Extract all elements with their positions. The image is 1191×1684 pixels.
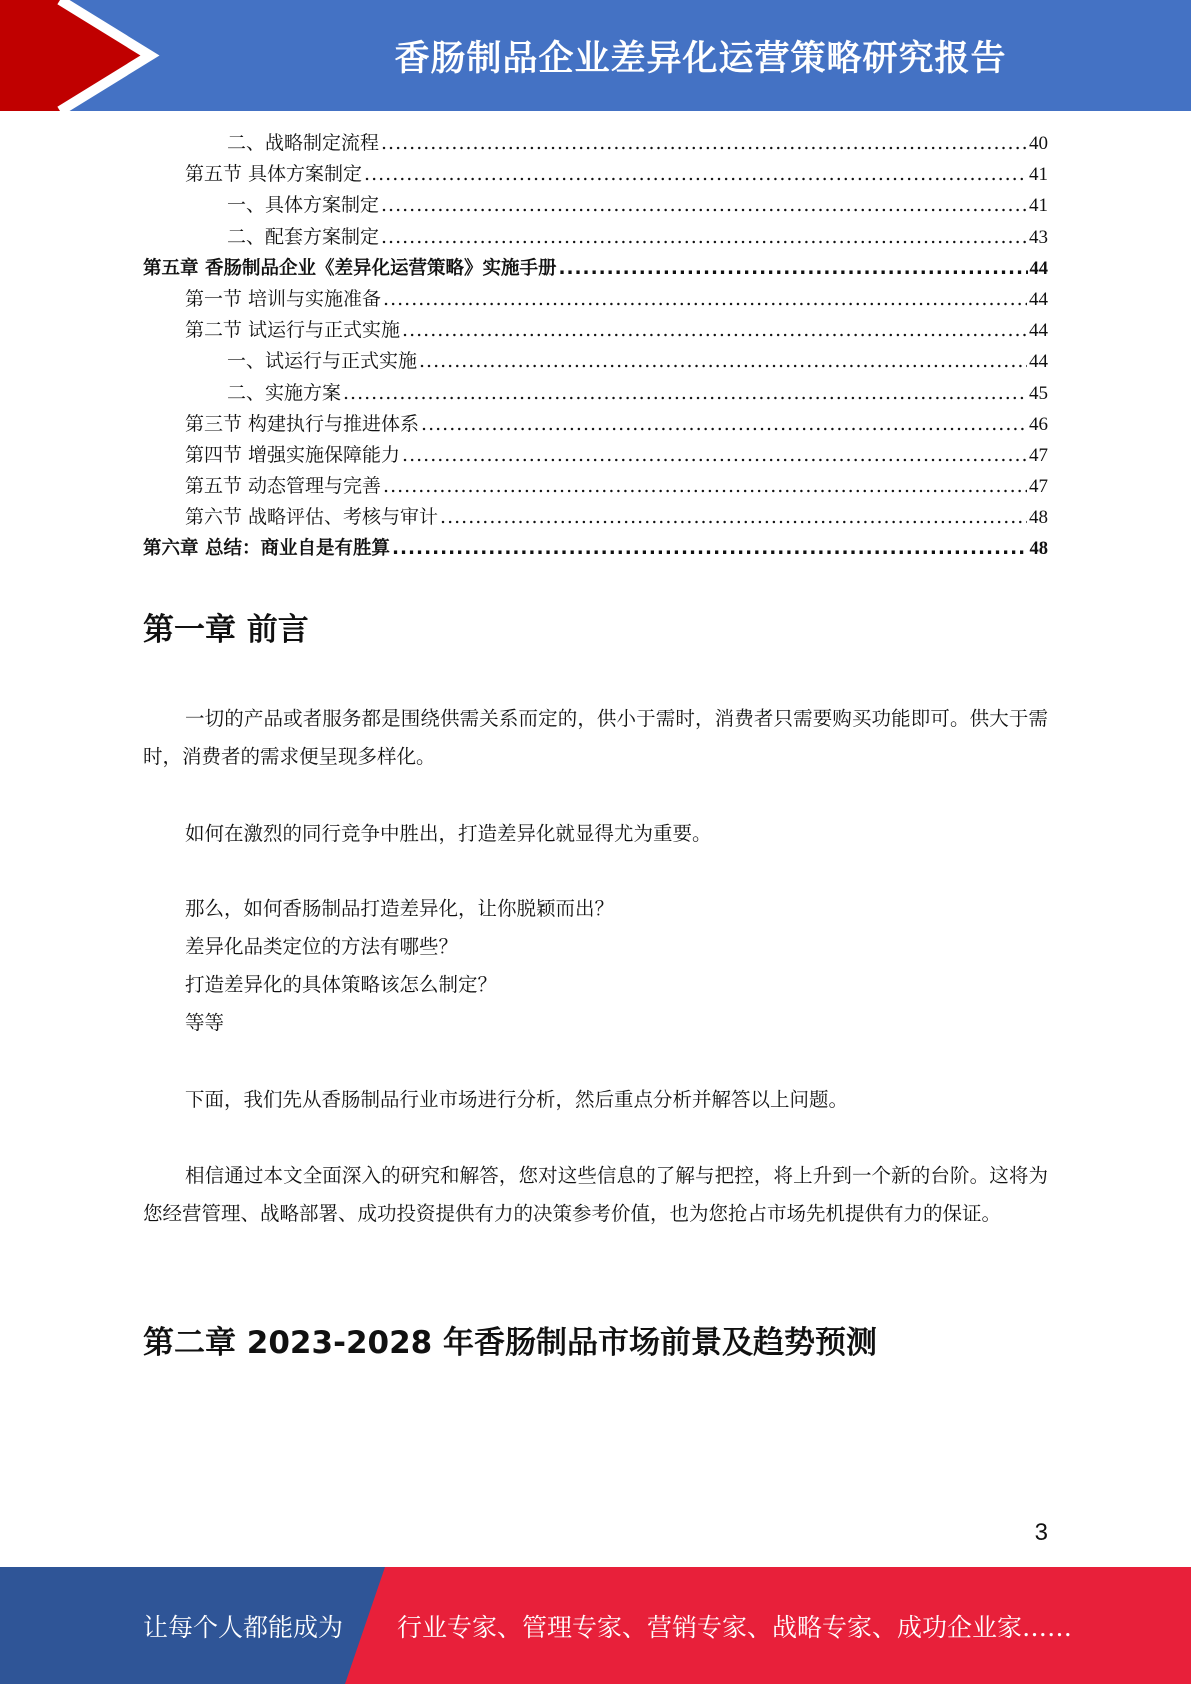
chapter1-paragraph-2: 如何在激烈的同行竞争中胜出，打造差异化就显得尤为重要。 — [185, 822, 712, 845]
toc-entry[interactable] — [143, 159, 1048, 190]
toc-dot-leader — [364, 159, 1027, 190]
toc-entry-label: 一、具体方案制定 — [227, 194, 380, 217]
header-banner — [0, 0, 1191, 111]
chapter1-paragraph-1: 一切的产品或者服务都是围绕供需关系而定的，供小于需时，消费者只需要购买功能即可。供大于需时，消费者的需求便呈现多样化。 — [143, 707, 1048, 768]
chapter2-heading: 第二章 2023-2028 年香肠制品市场前景及趋势预测 — [143, 1325, 878, 1361]
toc-dot-leader — [381, 128, 1027, 159]
chapter1-paragraph-3: 下面，我们先从香肠制品行业市场进行分析，然后重点分析并解答以上问题。 — [185, 1088, 849, 1111]
chapter1-question-3: 打造差异化的具体策略该怎么制定？ — [185, 973, 498, 996]
toc-entry-page: 46 — [1029, 413, 1048, 435]
toc-entry-page: 44 — [1029, 258, 1048, 279]
toc-entry[interactable] — [143, 222, 1048, 253]
toc-dot-leader — [343, 378, 1027, 409]
toc-entry[interactable] — [143, 409, 1048, 440]
toc-entry-label: 第六章 总结：商业自是有胜算 — [143, 538, 390, 560]
toc-entry[interactable] — [143, 128, 1048, 159]
toc-entry-page: 44 — [1029, 288, 1048, 310]
toc-entry-label: 第四节 增强实施保障能力 — [185, 443, 401, 466]
toc-entry-page: 45 — [1029, 382, 1048, 404]
toc-entry[interactable] — [143, 190, 1048, 221]
toc-entry[interactable] — [143, 346, 1048, 377]
footer-slogan-right: 行业专家、管理专家、营销专家、战略专家、成功企业家…… — [397, 1612, 1073, 1642]
toc-dot-leader — [381, 222, 1027, 253]
toc-entry[interactable] — [143, 378, 1048, 409]
toc-entry-label: 一、试运行与正式实施 — [227, 350, 418, 373]
toc-entry-label: 第六节 战略评估、考核与审计 — [185, 506, 439, 529]
footer-slogan-left: 让每个人都能成为 — [143, 1612, 344, 1642]
toc-dot-leader — [421, 409, 1027, 440]
toc-entry-page: 48 — [1029, 507, 1048, 529]
toc-entry[interactable] — [143, 253, 1048, 284]
toc-dot-leader — [402, 440, 1027, 471]
toc-dot-leader — [383, 284, 1027, 315]
toc-entry-label: 第五节 动态管理与完善 — [185, 475, 382, 498]
toc-entry-page: 48 — [1029, 539, 1048, 560]
toc-entry-label: 二、配套方案制定 — [227, 225, 380, 248]
toc-entry-label: 二、战略制定流程 — [227, 132, 380, 154]
toc-entry-page: 41 — [1029, 195, 1048, 217]
toc-entry-page: 41 — [1029, 164, 1048, 186]
toc-entry-label: 第一节 培训与实施准备 — [185, 287, 382, 310]
toc-dot-leader — [419, 346, 1027, 377]
toc-entry[interactable] — [143, 471, 1048, 502]
toc-entry-page: 47 — [1029, 476, 1048, 498]
chapter1-question-1: 那么，如何香肠制品打造差异化，让你脱颖而出？ — [185, 897, 615, 920]
toc-entry[interactable] — [143, 284, 1048, 315]
toc-entry-page: 44 — [1029, 320, 1048, 342]
toc-entry-label: 第五节 具体方案制定 — [185, 163, 363, 186]
page-number: 3 — [1034, 1519, 1048, 1546]
toc-entry[interactable] — [143, 440, 1048, 471]
toc-dot-leader — [440, 502, 1027, 533]
toc-dot-leader — [381, 190, 1027, 221]
chapter1-heading: 第一章 前言 — [143, 612, 309, 648]
report-title: 香肠制品企业差异化运营策略研究报告 — [394, 38, 1007, 79]
footer-banner — [0, 1567, 1191, 1684]
toc-dot-leader — [392, 533, 1028, 564]
toc-entry-page: 40 — [1029, 133, 1048, 154]
toc-dot-leader — [402, 315, 1027, 346]
chapter1-paragraph-4: 相信通过本文全面深入的研究和解答，您对这些信息的了解与把控，将上升到一个新的台阶。这将为您经营管理、战略部署、成功投资提供有力的决策参考价值，也为您抢占市场先机提供有力的保证。 — [143, 1164, 1048, 1225]
toc-entry[interactable] — [143, 533, 1048, 564]
toc-entry-label: 第二节 试运行与正式实施 — [185, 319, 401, 342]
toc-entry-page: 44 — [1029, 351, 1048, 373]
toc-entry-label: 第五章 香肠制品企业《差异化运营策略》实施手册 — [143, 257, 557, 279]
toc-dot-leader — [558, 253, 1027, 284]
toc-entry-page: 43 — [1029, 226, 1048, 248]
chapter1-question-4: 等等 — [185, 1011, 225, 1034]
toc-dot-leader — [383, 471, 1027, 502]
toc-entry-page: 47 — [1029, 444, 1048, 466]
toc-entry[interactable] — [143, 315, 1048, 346]
toc-entry-label: 二、实施方案 — [227, 381, 342, 404]
toc-entry[interactable] — [143, 502, 1048, 533]
chapter1-question-2: 差异化品类定位的方法有哪些？ — [185, 935, 459, 958]
toc-entry-label: 第三节 构建执行与推进体系 — [185, 412, 420, 435]
table-of-contents — [143, 128, 1048, 565]
